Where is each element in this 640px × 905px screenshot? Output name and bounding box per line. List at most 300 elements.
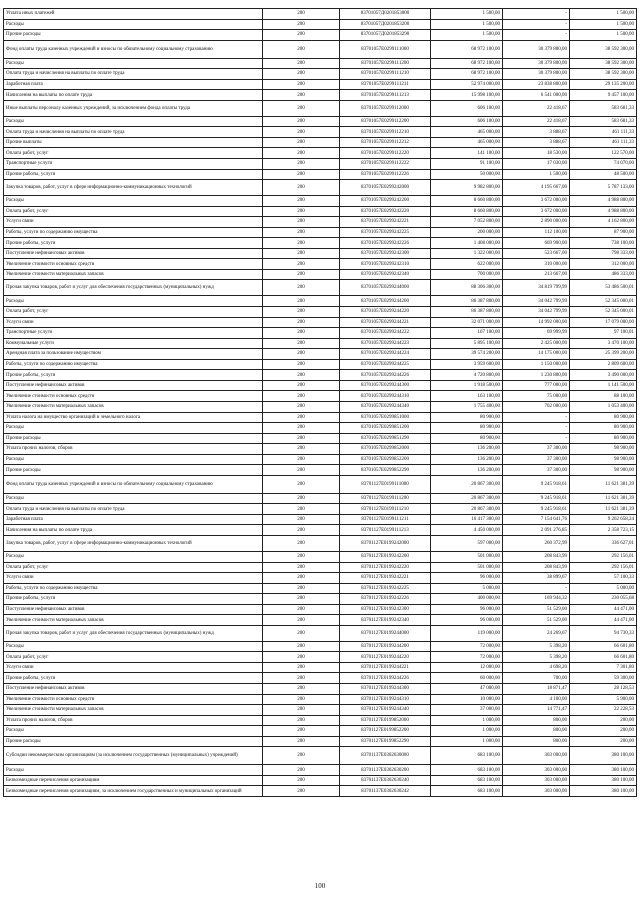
cell-unexecuted: 52 345 000,01	[570, 307, 637, 318]
cell-unexecuted: 1 500,00	[570, 9, 637, 20]
cell-line-code: 200	[263, 58, 340, 69]
cell-line-code: 200	[263, 662, 340, 673]
cell-executed: 1 500,00	[503, 169, 570, 180]
cell-executed: 34 042 799,99	[503, 307, 570, 318]
cell-line-code: 200	[263, 594, 340, 605]
cell-unexecuted: 17 079 000,00	[570, 317, 637, 328]
cell-approved: 80 900,00	[431, 423, 503, 434]
cell-executed: 208 843,99	[503, 551, 570, 562]
cell-approved: 163 100,00	[431, 391, 503, 402]
cell-budget-code: 83701057Е0299244200	[340, 296, 431, 307]
cell-line-code: 200	[263, 380, 340, 391]
cell-unexecuted: 1 500,00	[570, 19, 637, 30]
cell-budget-code: 83701127Е0199111211	[340, 514, 431, 525]
cell-approved: 12 000,00	[431, 662, 503, 673]
cell-unexecuted: 461 111,33	[570, 127, 637, 138]
cell-unexecuted: 2 358 723,15	[570, 525, 637, 536]
table-row	[4, 786, 637, 797]
cell-budget-code: 83701127Е0199242220	[340, 562, 431, 573]
cell-approved: 136 200,00	[431, 465, 503, 476]
cell-name: Прочие расходы	[4, 465, 263, 476]
table-row	[4, 227, 637, 238]
cell-name: Уплата прочих налогов, сборов	[4, 715, 263, 726]
cell-line-code: 200	[263, 269, 340, 280]
table-row	[4, 412, 637, 423]
cell-name: Расходы	[4, 58, 263, 69]
cell-approved: 80 900,00	[431, 433, 503, 444]
cell-name: Расходы	[4, 116, 263, 127]
cell-name: Транспортные услуги	[4, 159, 263, 170]
table-row	[4, 551, 637, 562]
table-row	[4, 475, 637, 493]
cell-name: Безвозмездные перечисления организациям	[4, 775, 263, 786]
table-row	[4, 641, 637, 652]
cell-name: Расходы	[4, 423, 263, 434]
table-row	[4, 625, 637, 641]
cell-line-code: 200	[263, 525, 340, 536]
cell-approved: 20 867 300,00	[431, 504, 503, 515]
cell-approved: 136 200,00	[431, 444, 503, 455]
cell-approved: 4 720 800,00	[431, 370, 503, 381]
table-row	[4, 726, 637, 737]
cell-line-code: 200	[263, 19, 340, 30]
cell-unexecuted: 1 500,00	[570, 30, 637, 41]
cell-executed: 17 030,00	[503, 159, 570, 170]
cell-unexecuted: 738 100,00	[570, 238, 637, 249]
cell-approved: 37 000,00	[431, 705, 503, 716]
cell-executed: 2 890 000,00	[503, 217, 570, 228]
cell-unexecuted: 97 100,01	[570, 328, 637, 339]
cell-approved: 52 974 000,00	[431, 79, 503, 90]
cell-executed: 22 418,67	[503, 116, 570, 127]
cell-name: Поступление нефинансовых активов	[4, 604, 263, 615]
cell-name: Поступление нефинансовых активов	[4, 248, 263, 259]
cell-unexecuted: 3 470 100,00	[570, 338, 637, 349]
cell-unexecuted: 200,00	[570, 726, 637, 737]
cell-executed: 260 372,99	[503, 535, 570, 551]
cell-unexecuted: 122 570,00	[570, 148, 637, 159]
cell-approved: 1 408 000,00	[431, 238, 503, 249]
cell-budget-code: 83701057Е0299244226	[340, 370, 431, 381]
cell-approved: 683 100,00	[431, 765, 503, 776]
cell-executed: 18 871,47	[503, 683, 570, 694]
cell-approved: 96 000,00	[431, 573, 503, 584]
cell-name: Фонд оплаты труда казенных учреждений и взносы по обязательному социальному страхованию	[4, 40, 263, 58]
cell-budget-code: 83701057Е0299244310	[340, 391, 431, 402]
cell-executed: 777 000,00	[503, 380, 570, 391]
cell-approved: 1 755 400,00	[431, 401, 503, 412]
cell-budget-code: 83701137Е0302630200	[340, 765, 431, 776]
cell-budget-code: 83701057Е0299112220	[340, 148, 431, 159]
table-row	[4, 683, 637, 694]
cell-unexecuted: 44 471,00	[570, 615, 637, 626]
cell-approved: 622 000,00	[431, 259, 503, 270]
cell-unexecuted: 53 486 500,01	[570, 280, 637, 296]
cell-unexecuted: 11 621 381,39	[570, 475, 637, 493]
cell-line-code: 200	[263, 765, 340, 776]
cell-name: Расходы	[4, 493, 263, 504]
cell-executed: 14 992 000,00	[503, 317, 570, 328]
cell-name: Оплата работ, услуг	[4, 652, 263, 663]
cell-executed: 37 300,00	[503, 465, 570, 476]
cell-line-code: 200	[263, 504, 340, 515]
cell-name: Безвозмездные перечисления организациям, за исключением государственных и муниципальных организаций	[4, 786, 263, 797]
cell-line-code: 200	[263, 444, 340, 455]
cell-executed: 523 667,00	[503, 248, 570, 259]
cell-budget-code: 83701127Е0199242221	[340, 573, 431, 584]
cell-unexecuted: 80 900,00	[570, 433, 637, 444]
cell-unexecuted: 52 345 000,01	[570, 296, 637, 307]
cell-budget-code: 83701127Е0199111213	[340, 525, 431, 536]
cell-name: Услуги связи	[4, 662, 263, 673]
cell-executed: -	[503, 423, 570, 434]
cell-approved: 119 000,00	[431, 625, 503, 641]
cell-line-code: 200	[263, 604, 340, 615]
cell-name: Субсидии некоммерческим организациям (за исключением государственных (муниципальных) учреждений)	[4, 747, 263, 765]
table-row	[4, 747, 637, 765]
cell-name: Прочие работы, услуги	[4, 370, 263, 381]
cell-unexecuted: 461 111,33	[570, 137, 637, 148]
table-row	[4, 594, 637, 605]
cell-budget-code: 83701127Е0199244220	[340, 652, 431, 663]
cell-executed: -	[503, 583, 570, 594]
cell-name: Прочие работы, услуги	[4, 238, 263, 249]
cell-unexecuted: 5 000,00	[570, 583, 637, 594]
cell-line-code: 200	[263, 652, 340, 663]
cell-unexecuted: 11 621 381,39	[570, 504, 637, 515]
cell-budget-code: 83701057Е0299112210	[340, 127, 431, 138]
cell-name: Поступление нефинансовых активов	[4, 683, 263, 694]
cell-approved: 7 052 800,00	[431, 217, 503, 228]
cell-approved: 1 500,00	[431, 30, 503, 41]
cell-executed: 37 300,00	[503, 454, 570, 465]
cell-unexecuted: 4 162 800,00	[570, 217, 637, 228]
cell-line-code: 200	[263, 433, 340, 444]
table-row	[4, 180, 637, 196]
cell-budget-code: 83701057Д0201853000	[340, 9, 431, 20]
cell-name: Оплата труда и начисления на выплаты по оплате труда	[4, 69, 263, 80]
cell-budget-code: 83701127Е0199244200	[340, 641, 431, 652]
table-row	[4, 715, 637, 726]
cell-approved: 72 000,00	[431, 652, 503, 663]
cell-name: Увеличение стоимости материальных запасов	[4, 615, 263, 626]
cell-line-code: 200	[263, 100, 340, 116]
cell-budget-code: 83701057Е0299244220	[340, 307, 431, 318]
cell-approved: 86 387 800,00	[431, 296, 503, 307]
cell-unexecuted: 4 988 800,00	[570, 196, 637, 207]
cell-executed: 69 999,99	[503, 328, 570, 339]
cell-approved: 683 100,00	[431, 747, 503, 765]
cell-line-code: 200	[263, 9, 340, 20]
cell-line-code: 200	[263, 694, 340, 705]
cell-name: Оплата труда и начисления на выплаты по оплате труда	[4, 127, 263, 138]
cell-executed: 3 672 000,00	[503, 196, 570, 207]
cell-unexecuted: 38 592 300,00	[570, 69, 637, 80]
cell-executed: 1 230 800,00	[503, 370, 570, 381]
cell-budget-code: 83701127Е0199111210	[340, 504, 431, 515]
table-row	[4, 662, 637, 673]
cell-line-code: 200	[263, 736, 340, 747]
table-row	[4, 169, 637, 180]
cell-name: Прочая закупка товаров, работ и услуг для обеспечения государственных (муниципальных) нужд	[4, 280, 263, 296]
cell-approved: 47 000,00	[431, 683, 503, 694]
cell-name: Поступление нефинансовых активов	[4, 380, 263, 391]
cell-budget-code: 83701127Е0199852200	[340, 726, 431, 737]
cell-executed: -	[503, 433, 570, 444]
table-row	[4, 573, 637, 584]
cell-line-code: 200	[263, 673, 340, 684]
cell-line-code: 200	[263, 217, 340, 228]
cell-line-code: 200	[263, 573, 340, 584]
cell-approved: 1 000,00	[431, 736, 503, 747]
cell-budget-code: 83701057Е0299111000	[340, 40, 431, 58]
cell-executed: 30 379 800,00	[503, 58, 570, 69]
cell-executed: 4 195 667,00	[503, 180, 570, 196]
cell-approved: 72 000,00	[431, 641, 503, 652]
cell-line-code: 200	[263, 169, 340, 180]
cell-approved: 68 972 100,00	[431, 58, 503, 69]
table-row	[4, 454, 637, 465]
cell-approved: 88 306 300,00	[431, 280, 503, 296]
cell-approved: 60 000,00	[431, 673, 503, 684]
table-row	[4, 380, 637, 391]
cell-budget-code: 83701057Д0201853290	[340, 30, 431, 41]
cell-line-code: 200	[263, 206, 340, 217]
cell-budget-code: 83701057Е0299244224	[340, 349, 431, 360]
cell-name: Расходы	[4, 641, 263, 652]
cell-name: Расходы	[4, 551, 263, 562]
cell-budget-code: 83701057Е0299242220	[340, 206, 431, 217]
cell-line-code: 200	[263, 775, 340, 786]
cell-budget-code: 83701057Е0299244340	[340, 401, 431, 412]
table-row	[4, 19, 637, 30]
cell-approved: 1 500,00	[431, 19, 503, 30]
table-row	[4, 423, 637, 434]
cell-line-code: 200	[263, 307, 340, 318]
cell-line-code: 200	[263, 40, 340, 58]
cell-approved: 400 000,00	[431, 594, 503, 605]
cell-name: Оплата труда и начисления на выплаты по оплате труда	[4, 504, 263, 515]
cell-name: Иные выплаты персоналу казенных учреждений, за исключением фонда оплаты труда	[4, 100, 263, 116]
cell-line-code: 200	[263, 412, 340, 423]
cell-name: Закупка товаров, работ, услуг в сфере информационно-коммуникационных технологий	[4, 535, 263, 551]
cell-approved: 501 000,00	[431, 551, 503, 562]
cell-budget-code: 83701127Е0199242340	[340, 615, 431, 626]
cell-budget-code: 83701057Е0299244300	[340, 380, 431, 391]
cell-name: Закупка товаров, работ, услуг в сфере информационно-коммуникационных технологий	[4, 180, 263, 196]
cell-unexecuted: 98 900,00	[570, 465, 637, 476]
table-row	[4, 69, 637, 80]
cell-unexecuted: 28 128,53	[570, 683, 637, 694]
cell-approved: 15 998 100,00	[431, 90, 503, 101]
cell-unexecuted: 9 262 658,24	[570, 514, 637, 525]
cell-unexecuted: 380 100,00	[570, 765, 637, 776]
cell-budget-code: 83701057Е0299111200	[340, 58, 431, 69]
cell-line-code: 200	[263, 280, 340, 296]
cell-approved: 683 100,00	[431, 786, 503, 797]
cell-executed: 800,00	[503, 736, 570, 747]
cell-approved: 8 660 800,00	[431, 196, 503, 207]
cell-executed: 303 000,00	[503, 765, 570, 776]
cell-line-code: 200	[263, 683, 340, 694]
table-row	[4, 127, 637, 138]
table-row	[4, 40, 637, 58]
cell-line-code: 200	[263, 535, 340, 551]
cell-budget-code: 83701057Д0201853200	[340, 19, 431, 30]
cell-unexecuted: 59 300,00	[570, 673, 637, 684]
cell-executed: -	[503, 412, 570, 423]
cell-name: Прочие работы, услуги	[4, 594, 263, 605]
cell-approved: 1 322 000,00	[431, 248, 503, 259]
cell-line-code: 200	[263, 583, 340, 594]
cell-budget-code: 83701057Е0299244000	[340, 280, 431, 296]
cell-line-code: 200	[263, 465, 340, 476]
table-row	[4, 196, 637, 207]
cell-executed: 14 771,47	[503, 705, 570, 716]
cell-unexecuted: 66 601,80	[570, 641, 637, 652]
cell-budget-code: 83701127Е0199244340	[340, 705, 431, 716]
table-row	[4, 652, 637, 663]
cell-line-code: 200	[263, 127, 340, 138]
cell-line-code: 200	[263, 705, 340, 716]
cell-approved: 5 000,00	[431, 583, 503, 594]
table-row	[4, 269, 637, 280]
cell-line-code: 200	[263, 148, 340, 159]
cell-name: Арендная плата за пользование имуществом	[4, 349, 263, 360]
cell-unexecuted: 3 490 000,00	[570, 370, 637, 381]
cell-line-code: 200	[263, 296, 340, 307]
cell-budget-code: 83701057Е0299244225	[340, 359, 431, 370]
table-row	[4, 116, 637, 127]
cell-line-code: 200	[263, 475, 340, 493]
cell-budget-code: 83701057Е0299112200	[340, 116, 431, 127]
table-row	[4, 338, 637, 349]
table-row	[4, 30, 637, 41]
cell-name: Работы, услуги по содержанию имущества	[4, 227, 263, 238]
cell-executed: 23 838 800,00	[503, 79, 570, 90]
cell-name: Заработная плата	[4, 79, 263, 90]
table-row	[4, 370, 637, 381]
cell-budget-code: 83701127Е0199111000	[340, 475, 431, 493]
cell-budget-code: 83701057Е0299244221	[340, 317, 431, 328]
cell-name: Прочие расходы	[4, 736, 263, 747]
cell-name: Работы, услуги по содержанию имущества	[4, 583, 263, 594]
cell-approved: 167 100,00	[431, 328, 503, 339]
cell-name: Оплата работ, услуг	[4, 307, 263, 318]
cell-approved: 32 071 000,00	[431, 317, 503, 328]
cell-executed: 5 398,20	[503, 652, 570, 663]
cell-unexecuted: 80 900,00	[570, 423, 637, 434]
cell-name: Расходы	[4, 196, 263, 207]
table-row	[4, 328, 637, 339]
cell-executed: 800,00	[503, 715, 570, 726]
cell-unexecuted: 380 100,00	[570, 775, 637, 786]
cell-budget-code: 83701057Е0299851000	[340, 412, 431, 423]
cell-unexecuted: 292 156,01	[570, 562, 637, 573]
table-row	[4, 280, 637, 296]
cell-budget-code: 83701127Е0199242000	[340, 535, 431, 551]
cell-budget-code: 83701137Е0302630240	[340, 775, 431, 786]
cell-executed: 3 888,67	[503, 127, 570, 138]
cell-executed: 702 000,00	[503, 401, 570, 412]
cell-approved: 8 660 800,00	[431, 206, 503, 217]
cell-line-code: 200	[263, 90, 340, 101]
cell-executed: 303 000,00	[503, 786, 570, 797]
cell-approved: 50 000,00	[431, 169, 503, 180]
cell-approved: 16 417 300,00	[431, 514, 503, 525]
cell-name: Увеличение стоимости материальных запасов	[4, 269, 263, 280]
cell-name: Расходы	[4, 454, 263, 465]
cell-line-code: 200	[263, 79, 340, 90]
table-row	[4, 148, 637, 159]
cell-unexecuted: 380 100,00	[570, 747, 637, 765]
cell-line-code: 200	[263, 747, 340, 765]
cell-executed: -	[503, 9, 570, 20]
cell-line-code: 200	[263, 69, 340, 80]
cell-unexecuted: 88 100,00	[570, 391, 637, 402]
cell-budget-code: 83701057Е0299112226	[340, 169, 431, 180]
cell-budget-code: 83701127Е0199244000	[340, 625, 431, 641]
cell-unexecuted: 4 988 800,00	[570, 206, 637, 217]
table-row	[4, 673, 637, 684]
cell-line-code: 200	[263, 30, 340, 41]
cell-budget-code: 83701137Е0302630000	[340, 747, 431, 765]
table-row	[4, 349, 637, 360]
cell-executed: 1 150 000,00	[503, 359, 570, 370]
cell-executed: 18 530,00	[503, 148, 570, 159]
cell-line-code: 200	[263, 454, 340, 465]
cell-executed: 112 100,00	[503, 227, 570, 238]
cell-line-code: 200	[263, 359, 340, 370]
table-row	[4, 217, 637, 228]
cell-line-code: 200	[263, 625, 340, 641]
cell-unexecuted: 583 681,33	[570, 100, 637, 116]
cell-name: Прочие расходы	[4, 30, 263, 41]
cell-budget-code: 83701127Е0199244221	[340, 662, 431, 673]
table-row	[4, 705, 637, 716]
table-row	[4, 444, 637, 455]
cell-budget-code: 83701057Е0299242225	[340, 227, 431, 238]
cell-name: Уплата прочих налогов, сборов	[4, 444, 263, 455]
cell-budget-code: 83701057Е0299111211	[340, 79, 431, 90]
table-row	[4, 615, 637, 626]
cell-name: Фонд оплаты труда казенных учреждений и взносы по обязательному социальному страхованию	[4, 475, 263, 493]
cell-unexecuted: 98 900,00	[570, 454, 637, 465]
cell-line-code: 200	[263, 116, 340, 127]
cell-approved: 1 000,00	[431, 715, 503, 726]
cell-executed: 700,00	[503, 673, 570, 684]
cell-unexecuted: 22 228,53	[570, 705, 637, 716]
cell-unexecuted: 38 592 300,00	[570, 58, 637, 69]
cell-budget-code: 83701057Е0299112000	[340, 100, 431, 116]
table-row	[4, 248, 637, 259]
cell-budget-code: 83701057Е0299242200	[340, 196, 431, 207]
cell-name: Расходы	[4, 765, 263, 776]
cell-budget-code: 83701057Е0299242000	[340, 180, 431, 196]
cell-budget-code: 83701057Е0299111213	[340, 90, 431, 101]
cell-approved: 141 100,00	[431, 148, 503, 159]
cell-unexecuted: 583 681,33	[570, 116, 637, 127]
cell-line-code: 200	[263, 726, 340, 737]
cell-unexecuted: 1 053 400,00	[570, 401, 637, 412]
cell-approved: 136 200,00	[431, 454, 503, 465]
cell-budget-code: 83701127Е0199242300	[340, 604, 431, 615]
cell-budget-code: 83701127Е0199111200	[340, 493, 431, 504]
cell-approved: 1 500,00	[431, 9, 503, 20]
cell-executed: 169 944,32	[503, 594, 570, 605]
cell-name: Работы, услуги по содержанию имущества	[4, 359, 263, 370]
cell-name: Увеличение стоимости материальных запасов	[4, 705, 263, 716]
